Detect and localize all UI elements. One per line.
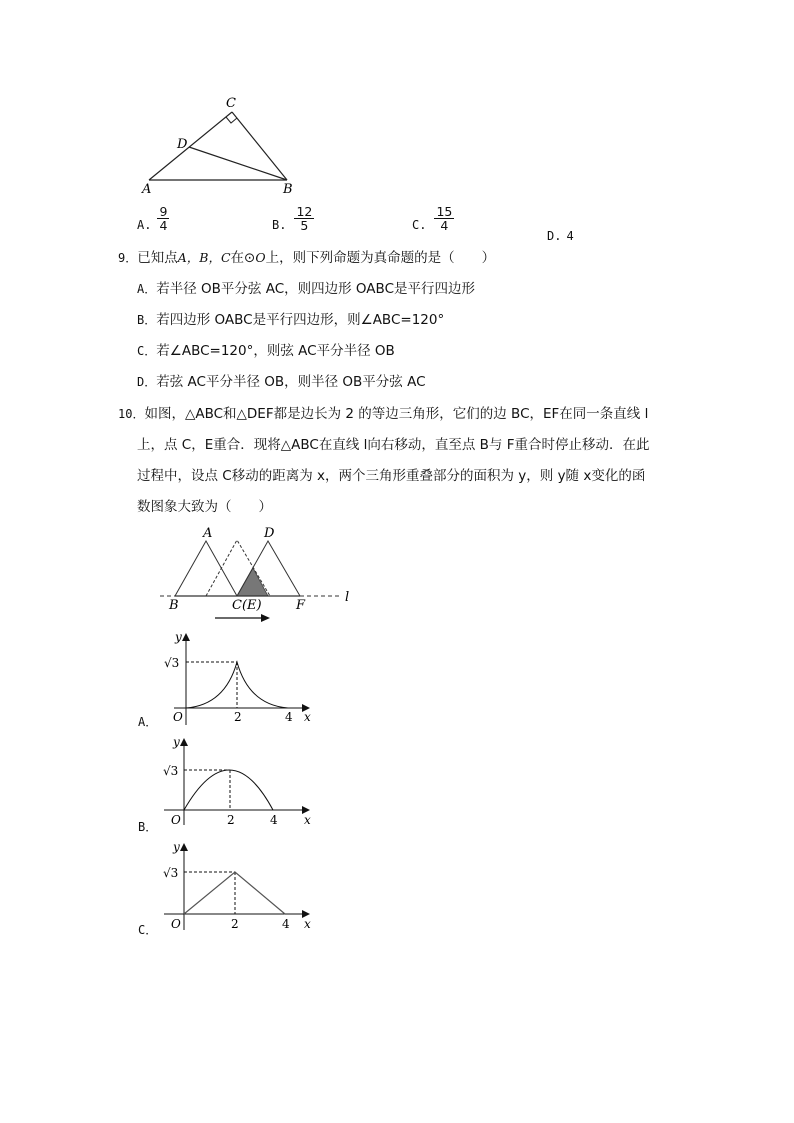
q8-option-b[interactable]: B. $\frac{12}{5}$	[272, 204, 313, 233]
q8-option-a[interactable]: A. $\frac{9}{4}$	[137, 204, 168, 233]
q8-options	[137, 203, 597, 243]
svg-text:2: 2	[231, 917, 239, 931]
label-a: A	[142, 182, 152, 197]
label-b: B	[283, 182, 293, 197]
q10-line-4: 数图象大致为（ ）	[137, 499, 272, 515]
svg-text:y: y	[173, 735, 180, 749]
svg-text:l: l	[345, 590, 350, 605]
svg-text:B: B	[169, 598, 179, 613]
fraction: $\frac{9}{4}$	[159, 204, 168, 233]
svg-text:4: 4	[270, 813, 278, 827]
svg-text:√3: √3	[163, 764, 179, 778]
label-d: D	[177, 137, 188, 152]
q9-option-c[interactable]: C．若∠ABC=120°，则弦 AC平分半径 OB	[137, 343, 395, 359]
svg-text:4: 4	[282, 917, 290, 931]
graph-b	[130, 730, 320, 835]
svg-text:O: O	[173, 710, 183, 724]
graph-a	[130, 625, 320, 730]
q10-option-b[interactable]: y √3 O 2 4 x B．	[130, 730, 320, 835]
svg-text:y: y	[173, 840, 180, 854]
q10-option-a[interactable]: y √3 O 2 4 x A．	[130, 625, 320, 730]
graph-c	[130, 835, 320, 940]
svg-text:x: x	[304, 813, 311, 827]
q9-stem: 9．已知点A，B，C在⊙O上，则下列命题为真命题的是（ ）	[118, 250, 496, 266]
q8-option-c[interactable]: C. $\frac{15}{4}$	[412, 204, 453, 233]
q8-option-d[interactable]: D. 4	[547, 229, 574, 243]
svg-text:A: A	[203, 526, 213, 541]
q9-option-d[interactable]: D．若弦 AC平分半径 OB，则半径 OB平分弦 AC	[137, 374, 426, 390]
q10-option-c[interactable]: y √3 O 2 4 x C．	[130, 835, 320, 940]
q10-line-1: 10．如图，△ABC和△DEF都是边长为 2 的等边三角形，它们的边 BC，EF在同一条直线 l	[118, 406, 649, 422]
svg-text:F: F	[296, 598, 306, 613]
q10-figure	[160, 520, 360, 625]
fraction: $\frac{12}{5}$	[296, 204, 313, 233]
q8-figure	[130, 90, 310, 200]
svg-text:√3: √3	[164, 656, 180, 670]
svg-text:x: x	[304, 710, 311, 724]
svg-text:C(E): C(E)	[232, 598, 262, 613]
svg-text:2: 2	[227, 813, 235, 827]
label-c: C	[226, 96, 236, 111]
svg-text:2: 2	[234, 710, 242, 724]
svg-text:D: D	[264, 526, 275, 541]
svg-text:4: 4	[285, 710, 293, 724]
svg-text:y: y	[175, 630, 182, 644]
svg-text:O: O	[171, 917, 181, 931]
svg-text:O: O	[171, 813, 181, 827]
svg-text:x: x	[304, 917, 311, 931]
q9-option-b[interactable]: B．若四边形 OABC是平行四边形，则∠ABC=120°	[137, 312, 445, 328]
q10-line-2: 上，点 C，E重合．现将△ABC在直线 l向右移动，直至点 B与 F重合时停止移动．在此	[137, 437, 650, 453]
q9-option-a[interactable]: A．若半径 OB平分弦 AC，则四边形 OABC是平行四边形	[137, 281, 475, 297]
svg-text:√3: √3	[163, 866, 179, 880]
q10-line-3: 过程中，设点 C移动的距离为 x，两个三角形重叠部分的面积为 y，则 y随 x变化的函	[137, 468, 646, 484]
fraction: $\frac{15}{4}$	[436, 204, 453, 233]
